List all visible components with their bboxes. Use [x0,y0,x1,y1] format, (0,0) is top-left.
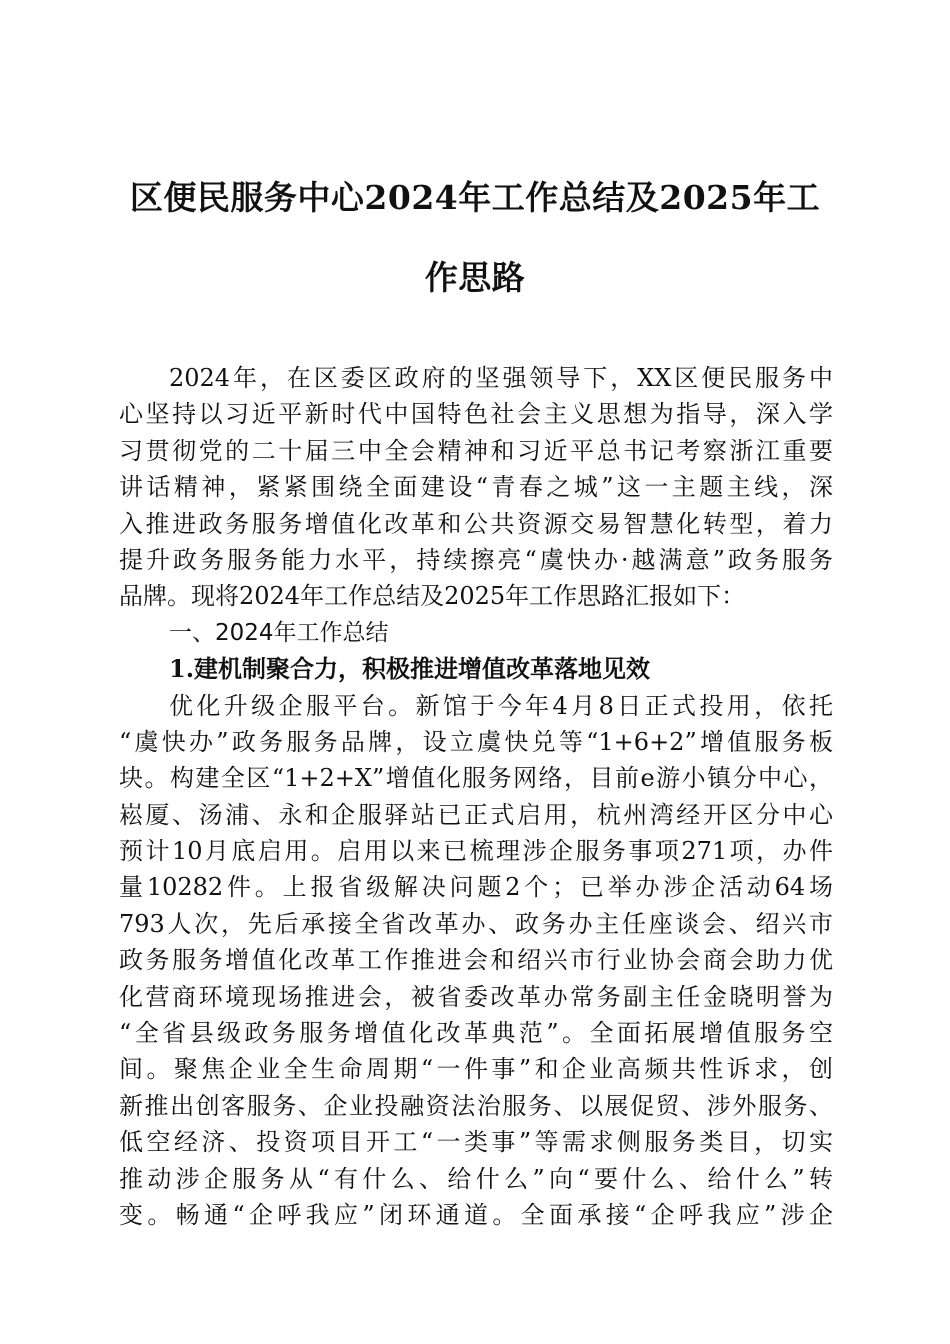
text-line: 入推进政务服务增值化改革和公共资源交易智慧化转型，着力 [119,509,833,538]
title-line: 区便民服务中心2024年工作总结及2025年工 [129,178,821,217]
text-line: 量10282件。上报省级解决问题2个；已举办涉企活动64场 [119,873,833,902]
text-line: 品牌。现将2024年工作总结及2025年工作思路汇报如下： [119,582,746,611]
text-line: 讲话精神，紧紧围绕全面建设“青春之城”这一主题主线，深 [119,473,833,502]
document-body [119,360,833,1233]
subsection-heading: 1.建机制聚合力，积极推进增值改革落地见效 [169,654,651,684]
text-line: 新推出创客服务、企业投融资法治服务、以展促贸、涉外服务、 [119,1091,833,1120]
text-line: 化营商环境现场推进会，被省委改革办常务副主任金晓明誉为 [119,982,833,1011]
title-line: 作思路 [424,258,526,297]
text-line: “全省县级政务服务增值化改革典范”。全面拓展增值服务空 [119,1019,833,1048]
text-line: 预计10月底启用。启用以来已梳理涉企服务事项271项，办件 [119,837,833,866]
text-line: 提升政务服务能力水平，持续擦亮“虞快办·越满意”政务服务 [119,545,833,574]
text-line: 习贯彻党的二十届三中全会精神和习近平总书记考察浙江重要 [119,436,833,465]
text-line: 793人次，先后承接全省改革办、政务办主任座谈会、绍兴市 [119,909,833,938]
text-line: “虞快办”政务服务品牌，设立虞快兑等“1+6+2”增值服务板 [119,727,833,756]
text-line: 2024年，在区委区政府的坚强领导下，XX区便民服务中 [169,364,833,392]
text-line: 块。构建全区“1+2+X”增值化服务网络，目前e游小镇分中心， [119,764,833,793]
text-line: 间。聚焦企业全生命周期“一件事”和企业高频共性诉求，创 [119,1055,833,1084]
text-line: 政务服务增值化改革工作推进会和绍兴市行业协会商会助力优 [119,946,833,975]
text-line: 心坚持以习近平新时代中国特色社会主义思想为指导，深入学 [119,400,833,429]
section-heading: 一、2024年工作总结 [169,619,389,646]
text-line: 崧厦、汤浦、永和企服驿站已正式启用，杭州湾经开区分中心 [119,800,833,829]
text-line: 变。畅通“企呼我应”闭环通道。全面承接“企呼我应”涉企 [119,1200,833,1229]
intro-paragraph [119,360,833,615]
body-paragraph [119,688,833,1234]
text-line: 推动涉企服务从“有什么、给什么”向“要什么、给什么”转 [119,1164,833,1193]
text-line: 优化升级企服平台。新馆于今年4月8日正式投用，依托 [169,691,833,720]
text-line: 低空经济、投资项目开工“一类事”等需求侧服务类目，切实 [119,1128,833,1157]
document-title [110,158,840,318]
